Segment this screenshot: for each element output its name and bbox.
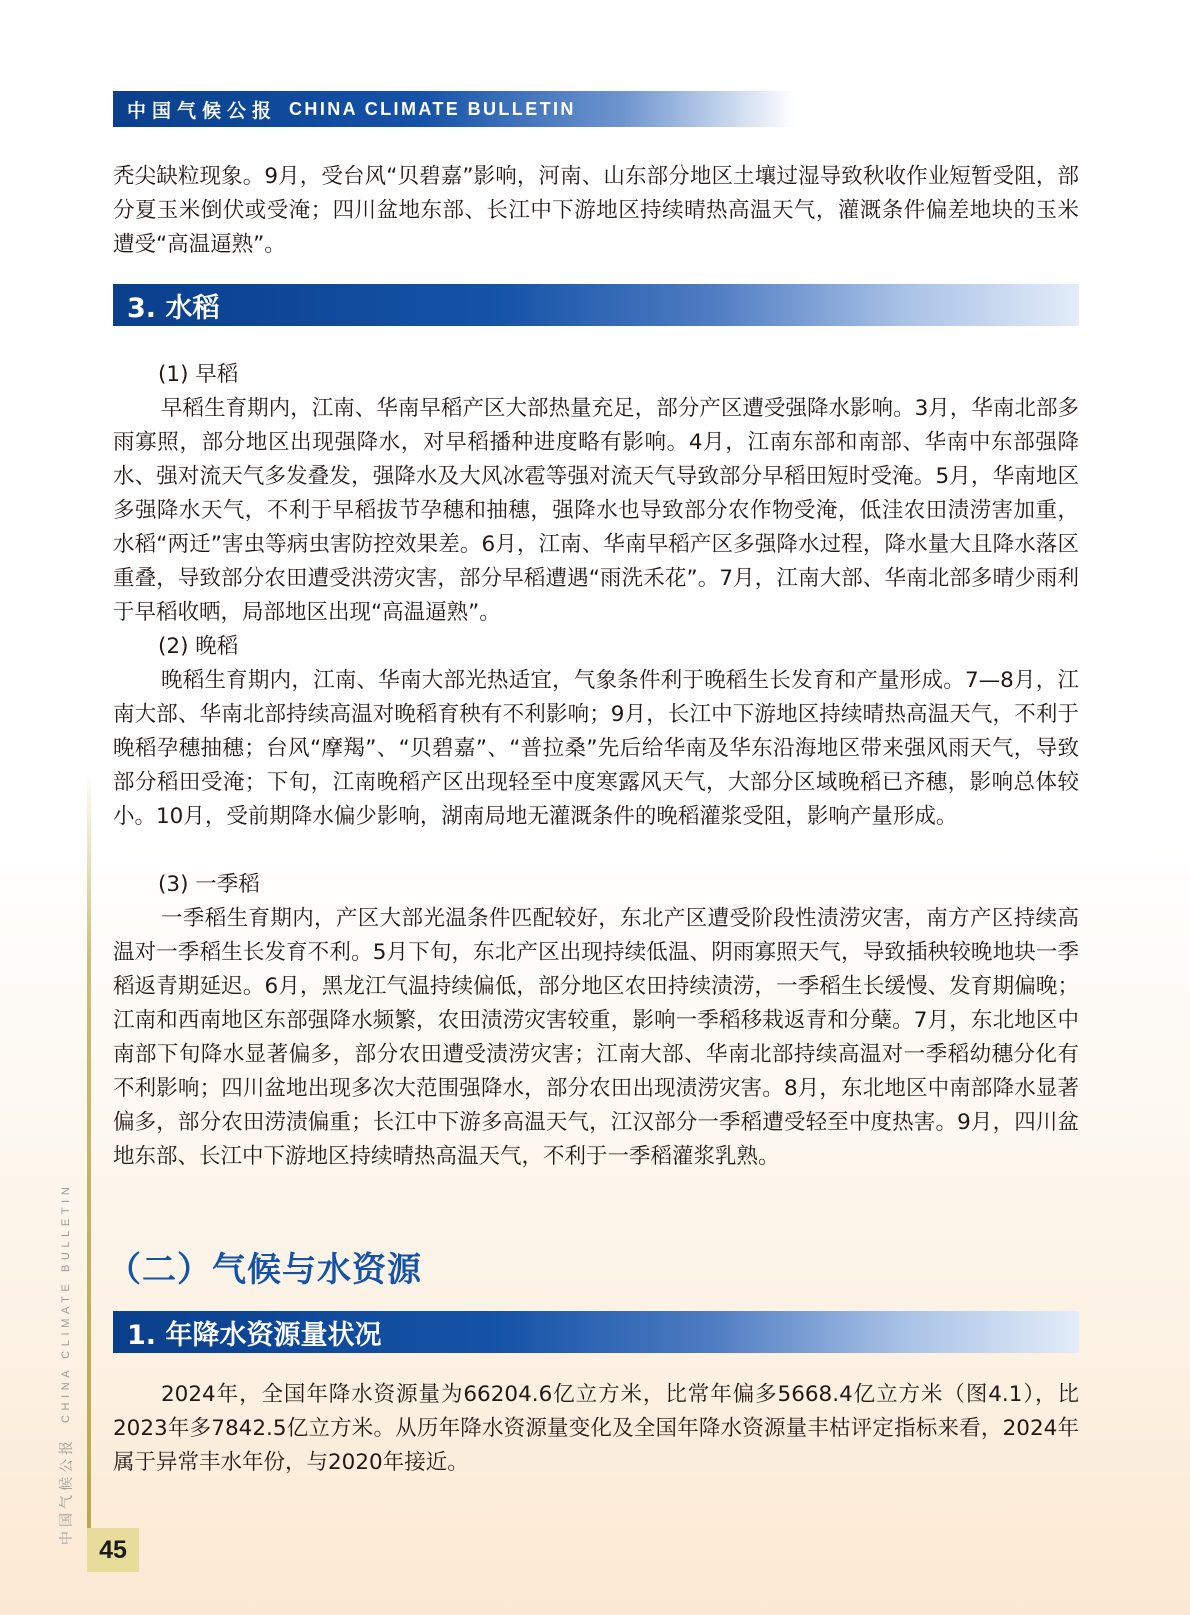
section-heading-rice: 3. 水稻 [113,284,1079,326]
paragraph-early-rice: 早稻生育期内，江南、华南早稻产区大部热量充足，部分产区遭受强降水影响。3月，华南北部多雨寡照，部分地区出现强降水，对早稻播种进度略有影响。4月，江南东部和南部、华南中东部强降水、强对流天气多发叠发，强降水及大风冰雹等强对流天气导致部分早稻田短时受淹。5月，华南地区多强降水天气，不利于早稻拔节孕穗和抽穗，强降水也导致部分农作物受淹，低洼农田渍涝害加重，水稻“两迁”害虫等病虫害防控效果差。6月，江南、华南早稻产区多强降水过程，降水量大且降水落区重叠，导致部分农田遭受洪涝灾害，部分早稻遭遇“雨洗禾花”。7月，江南大部、华南北部多晴少雨利于早稻收晒，局部地区出现“高温逼熟”。 [113,396,1079,625]
margin-rule [87,770,91,1545]
bulletin-header [113,91,795,127]
header-title-en: CHINA CLIMATE BULLETIN [289,98,576,119]
margin-title-cn: 中国气候公报 [59,1437,75,1545]
margin-bulletin-label [56,1183,76,1545]
subheading-single-rice: (3) 一季稻 [158,872,260,897]
page-number-box [87,1528,139,1572]
section-heading-precipitation: 1. 年降水资源量状况 [113,1311,1079,1353]
header-title-cn: 中国气候公报 [127,99,278,122]
subheading-early-rice: (1) 早稻 [158,362,239,387]
margin-title-en: CHINA CLIMATE BULLETIN [60,1182,72,1423]
chapter-title: （二）气候与水资源 [107,1250,422,1290]
paragraph-precipitation: 2024年，全国年降水资源量为66204.6亿立方米，比常年偏多5668.4亿立方米（图4.1），比2023年多7842.5亿立方米。从历年降水资源量变化及全国年降水资源量丰枯评定指标来看，2024年属于异常丰水年份，与2020年接近。 [113,1382,1079,1475]
paragraph-late-rice: 晚稻生育期内，江南、华南大部光热适宜，气象条件利于晚稻生长发育和产量形成。7—8月，江南大部、华南北部持续高温对晚稻育秧有不利影响；9月，长江中下游地区持续晴热高温天气，不利于晚稻孕穗抽穗；台风“摩羯”、“贝碧嘉”、“普拉桑”先后给华南及华东沿海地区带来强风雨天气，导致部分稻田受淹；下旬，江南晚稻产区出现轻至中度寒露风天气，大部分区域晚稻已齐穗，影响总体较小。10月，受前期降水偏少影响，湖南局地无灌溉条件的晚稻灌浆受阻，影响产量形成。 [113,668,1079,829]
continuation-paragraph: 秃尖缺粒现象。9月，受台风“贝碧嘉”影响，河南、山东部分地区土壤过湿导致秋收作业短暂受阻，部分夏玉米倒伏或受淹；四川盆地东部、长江中下游地区持续晴热高温天气，灌溉条件偏差地块的玉米遭受“高温逼熟”。 [113,164,1079,257]
paragraph-single-rice: 一季稻生育期内，产区大部光温条件匹配较好，东北产区遭受阶段性渍涝灾害，南方产区持续高温对一季稻生长发育不利。5月下旬，东北产区出现持续低温、阴雨寡照天气，导致插秧较晚地块一季稻返青期延迟。6月，黑龙江气温持续偏低，部分地区农田持续渍涝，一季稻生长缓慢、发育期偏晚；江南和西南地区东部强降水频繁，农田渍涝灾害较重，影响一季稻移栽返青和分蘖。7月，东北地区中南部下旬降水显著偏多，部分农田遭受渍涝灾害；江南大部、华南北部持续高温对一季稻幼穗分化有不利影响；四川盆地出现多次大范围强降水，部分农田出现渍涝灾害。8月，东北地区中南部降水显著偏多，部分农田涝渍偏重；长江中下游多高温天气，江汉部分一季稻遭受轻至中度热害。9月，四川盆地东部、长江中下游地区持续晴热高温天气，不利于一季稻灌浆乳熟。 [113,906,1079,1169]
subheading-late-rice: (2) 晚稻 [158,634,239,659]
page-number: 45 [99,1535,127,1564]
